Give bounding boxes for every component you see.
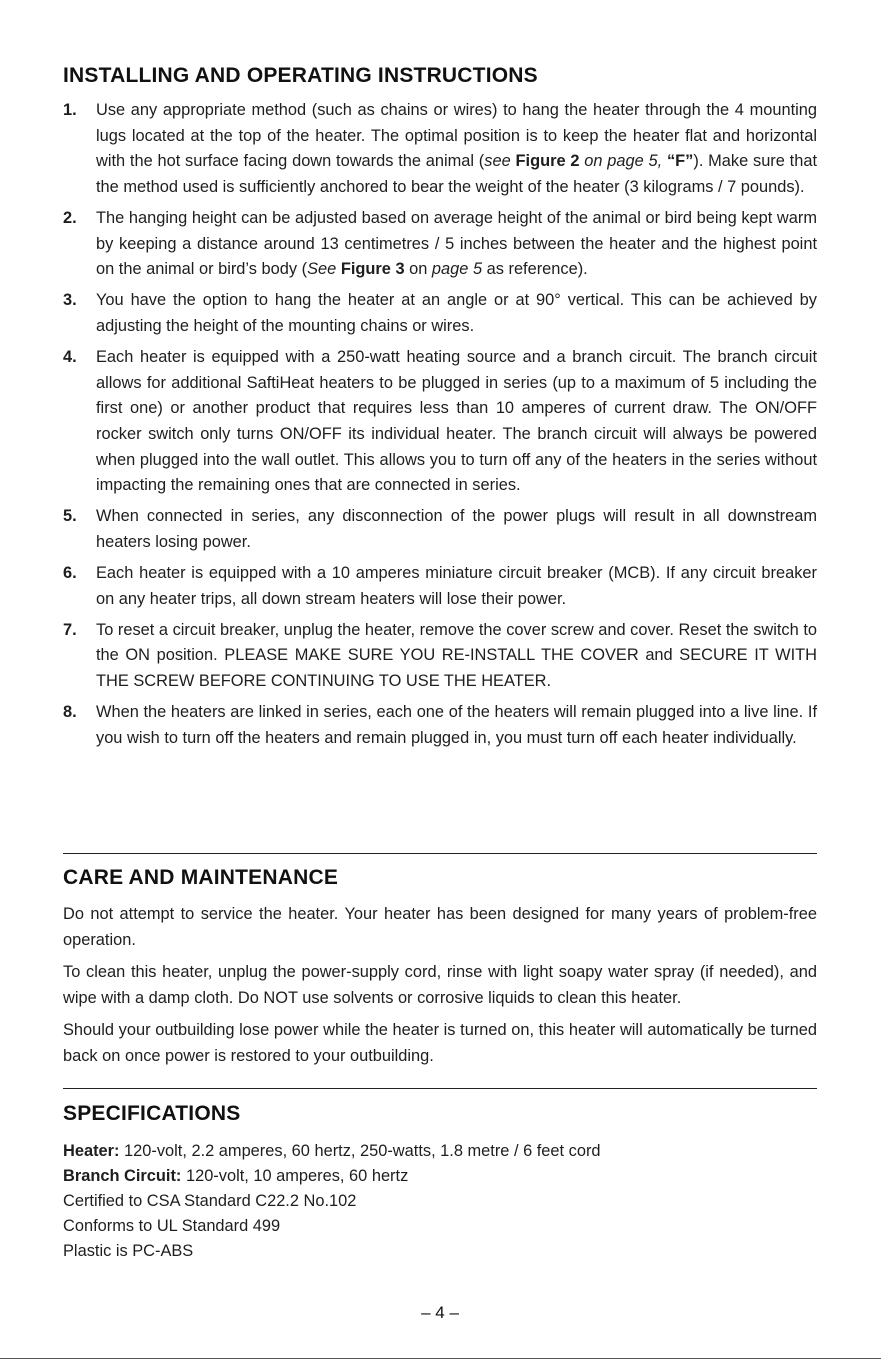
care-paragraph: Should your outbuilding lose power while the heater is turned on, this heater will automatically be turned back on once power is restored to your outbuilding.	[63, 1021, 817, 1065]
list-item	[63, 206, 817, 283]
step-number: 8.	[63, 703, 77, 722]
care-heading: CARE AND MAINTENANCE	[63, 866, 339, 889]
step-text-end: ). Make sure that the method used is sufficiently anchored to bear the weight of the heater (3 kilograms / 7 pounds).	[96, 152, 817, 196]
step-number: 4.	[63, 348, 77, 367]
step-text: Use any appropriate method (such as chains or wires) to hang the heater through the 4 mounting lugs located at the top of the heater. The optimal position is to keep the heater flat and horizontal with the hot surface facing down towards the animal (	[96, 101, 817, 171]
spec-line: Plastic is PC-ABS	[63, 1242, 194, 1260]
care-paragraph: To clean this heater, unplug the power-supply cord, rinse with light soapy water spray (if needed), and wipe with a damp cloth. Do NOT use solvents or corrosive liquids to clean this heater.	[63, 963, 817, 1007]
spec-value: 120-volt, 2.2 amperes, 60 hertz, 250-watts, 1.8 metre / 6 feet cord	[119, 1142, 601, 1160]
see-text: See	[307, 260, 337, 279]
step-text: Each heater is equipped with a 250-watt heating source and a branch circuit. The branch circuit allows for additional SaftiHeat heaters to be plugged in series (up to a maximum of 5 including the first one) or another product that requires less than 10 amperes of current draw. The ON/OFF rocker switch only turns ON/OFF its individual heater. The branch circuit will always be powered when plugged into the wall outlet. This allows you to turn off any of the heaters in the series without impacting the remaining ones that are connected in series.	[96, 348, 817, 495]
step-text: You have the option to hang the heater at an angle or at 90° vertical. This can be achieved by adjusting the height of the mounting chains or wires.	[96, 291, 817, 335]
list-item	[63, 98, 817, 200]
spec-line: Certified to CSA Standard C22.2 No.102	[63, 1192, 357, 1210]
spec-label: Heater:	[63, 1142, 120, 1160]
step-text: The hanging height can be adjusted based on average height of the animal or bird being kept warm by keeping a distance around 13 centimetres / 5 inches between the heater and the highest point on the animal or bird’s body (	[96, 208, 817, 279]
spec-heater-line	[63, 1139, 817, 1164]
step-number: 3.	[63, 291, 77, 310]
page-number: – 4 –	[421, 1303, 459, 1322]
list-item	[63, 618, 817, 695]
step-number: 2.	[63, 208, 77, 227]
see-text: see	[484, 152, 511, 171]
page-ref: on page 5,	[579, 152, 667, 171]
specifications-section	[63, 1139, 817, 1264]
list-item	[63, 345, 817, 499]
figure-ref: Figure 3	[340, 260, 405, 279]
step-text-end: as reference).	[482, 260, 588, 279]
step-number: 1.	[63, 101, 77, 119]
step-text: When the heaters are linked in series, each one of the heaters will remain plugged into a live line. If you wish to turn off the heaters and remain plugged in, you must turn off each heater individually.	[96, 703, 817, 747]
spec-line: Conforms to UL Standard 499	[63, 1217, 281, 1235]
page-bottom-edge	[0, 1358, 881, 1359]
instructions-list	[63, 98, 817, 757]
step-text: When connected in series, any disconnection of the power plugs will result in all downstream heaters losing power.	[96, 507, 817, 551]
spec-label: Branch Circuit:	[63, 1167, 182, 1185]
care-paragraph: Do not attempt to service the heater. Your heater has been designed for many years of problem-free operation.	[63, 905, 817, 949]
figure-letter: “F”	[666, 152, 694, 171]
section-divider	[63, 1088, 817, 1089]
list-item	[63, 288, 817, 339]
figure-ref: Figure 2	[515, 152, 580, 171]
step-text: To reset a circuit breaker, unplug the heater, remove the cover screw and cover. Reset the switch to the ON position. PLEASE MAKE SURE YOU RE-INSTALL THE COVER and SECURE IT WITH THE SCREW BEFORE CONTINUING TO USE THE HEATER.	[96, 620, 817, 691]
spec-branch-line	[63, 1164, 817, 1189]
specifications-heading: SPECIFICATIONS	[63, 1102, 241, 1125]
list-item	[63, 504, 817, 555]
list-item	[63, 700, 817, 751]
care-section	[63, 902, 817, 1077]
section-divider	[63, 853, 817, 854]
step-number: 5.	[63, 507, 77, 526]
step-text: Each heater is equipped with a 10 amperes miniature circuit breaker (MCB). If any circuit breaker on any heater trips, all down stream heaters will lose their power.	[96, 564, 817, 608]
step-number: 6.	[63, 564, 77, 583]
installing-heading: INSTALLING AND OPERATING INSTRUCTIONS	[63, 64, 538, 87]
page-ref: page 5	[431, 260, 483, 279]
spec-value: 120-volt, 10 amperes, 60 hertz	[181, 1167, 409, 1185]
step-number: 7.	[63, 620, 77, 639]
on-text: on	[404, 260, 432, 279]
list-item	[63, 561, 817, 612]
